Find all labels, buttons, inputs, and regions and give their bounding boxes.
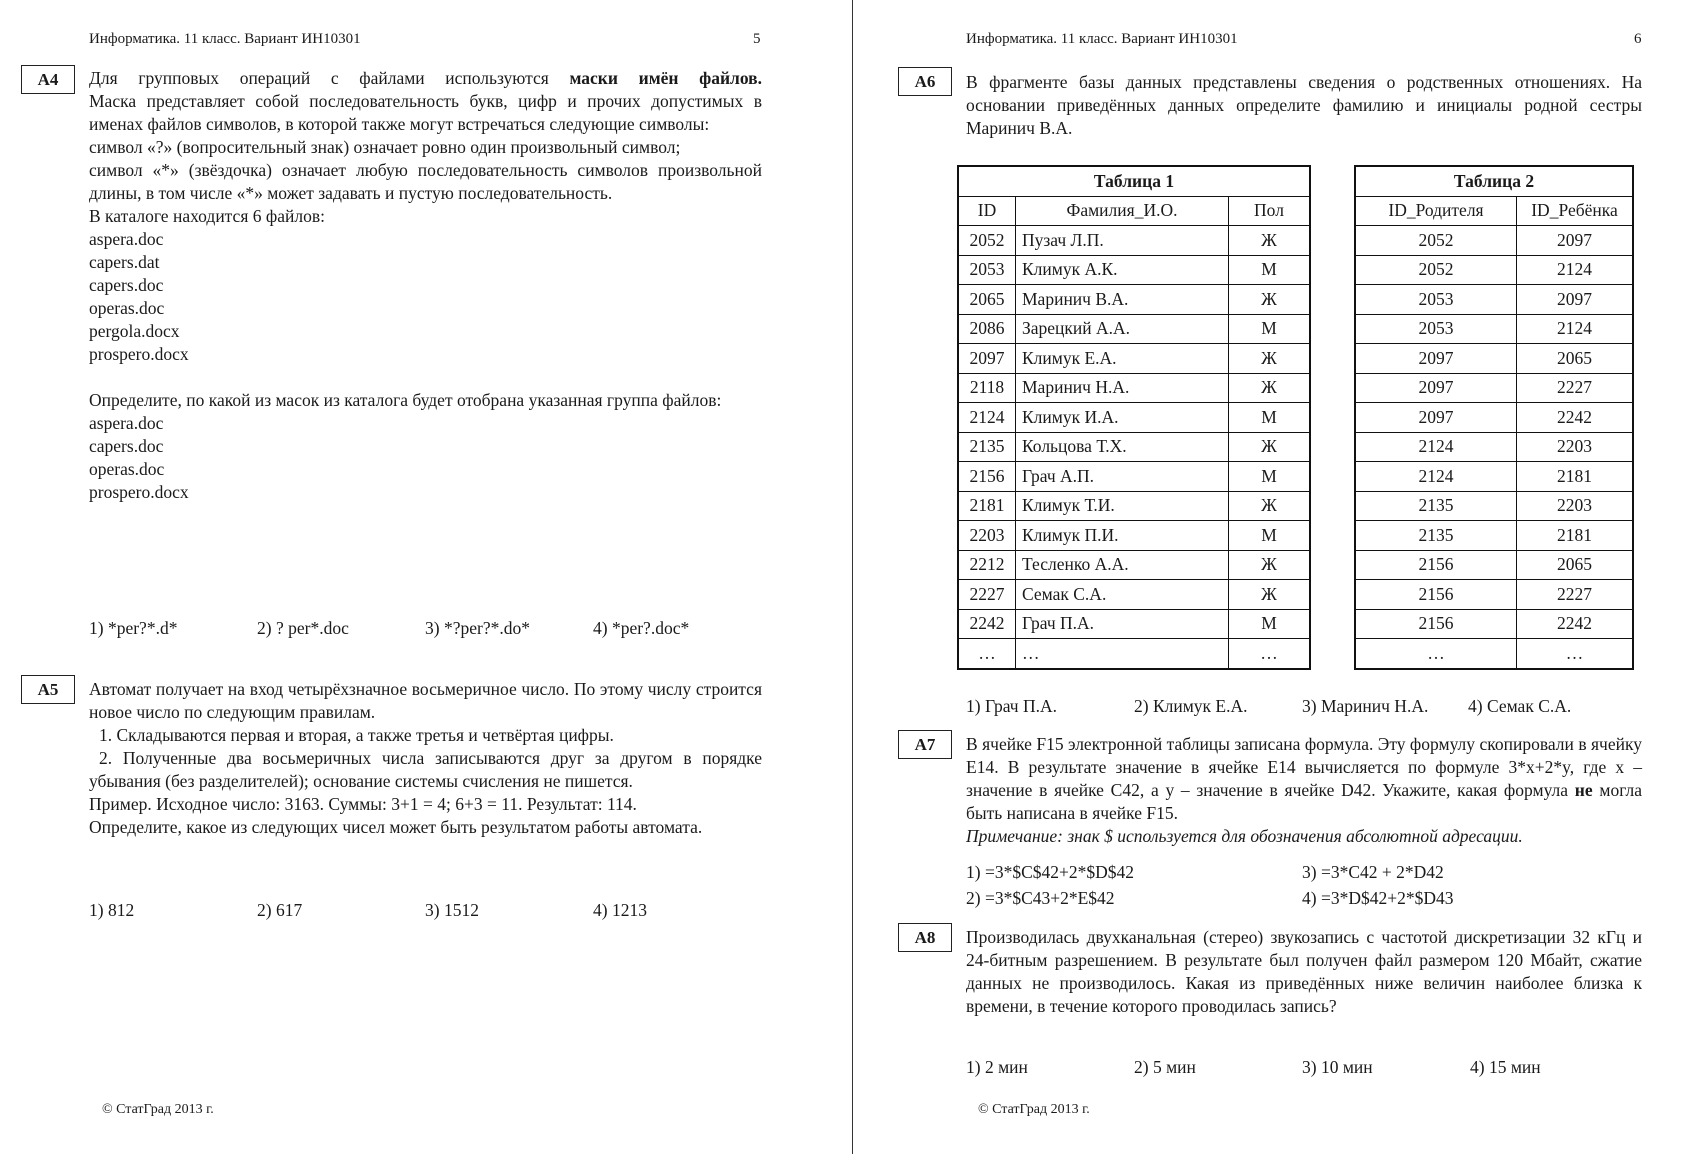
- column-header: Фамилия_И.О.: [1016, 196, 1229, 226]
- table-row: [1355, 609, 1633, 639]
- table-cell: 2097: [1355, 373, 1517, 403]
- table-row: [958, 226, 1310, 256]
- table-cell: 2124: [1517, 255, 1634, 285]
- a4-catalog-file-list: [89, 228, 762, 366]
- table-cell: Ж: [1229, 432, 1311, 462]
- question-label-a4: A4: [21, 65, 75, 94]
- table-row: [958, 580, 1310, 610]
- a7-note: Примечание: знак $ используется для обозначения абсолютной адресации.: [966, 826, 1523, 846]
- answer-option: 1) Грач П.А.: [966, 696, 1057, 716]
- table-cell: 2118: [958, 373, 1016, 403]
- table-cell: М: [1229, 255, 1311, 285]
- table-cell: 2086: [958, 314, 1016, 344]
- question-a4-text: [89, 67, 762, 504]
- table-row: [1355, 639, 1633, 669]
- a5-rule-2: 2. Полученные два восьмеричных числа записываются друг за другом в порядке убывания (без разделителей); основание системы счисления не пишется.: [89, 748, 762, 791]
- table-cell: 2052: [1355, 255, 1517, 285]
- table-cell: 2181: [1517, 521, 1634, 551]
- a8-options: [966, 1056, 1642, 1079]
- table-cell: М: [1229, 462, 1311, 492]
- table-row: [1355, 285, 1633, 315]
- table-cell: 2135: [958, 432, 1016, 462]
- table-cell: 2135: [1355, 521, 1517, 551]
- answer-option: 4) 15 мин: [1470, 1057, 1541, 1077]
- table-cell: …: [1517, 639, 1634, 669]
- column-header: Пол: [1229, 196, 1311, 226]
- table-cell: …: [1229, 639, 1311, 669]
- table-cell: М: [1229, 403, 1311, 433]
- answer-option: 1) *per?*.d*: [89, 618, 178, 638]
- table-cell: 2097: [1355, 344, 1517, 374]
- table-cell: 2181: [1517, 462, 1634, 492]
- table-cell: М: [1229, 314, 1311, 344]
- table-cell: Пузач Л.П.: [1016, 226, 1229, 256]
- table-cell: Климук Е.А.: [1016, 344, 1229, 374]
- selected-file: operas.doc: [89, 459, 165, 479]
- a4-intro-bold: маски имён файлов.: [569, 68, 762, 88]
- table-cell: М: [1229, 609, 1311, 639]
- table-cell: …: [1355, 639, 1517, 669]
- table-cell: 2242: [1517, 403, 1634, 433]
- table-cell: 2156: [1355, 550, 1517, 580]
- table-cell: 2065: [1517, 344, 1634, 374]
- table-relations: [1354, 165, 1634, 670]
- a6-options: [966, 695, 1642, 718]
- column-header: ID: [958, 196, 1016, 226]
- table-row: [1355, 255, 1633, 285]
- page-right: [853, 0, 1704, 1154]
- table-cell: Климук Т.И.: [1016, 491, 1229, 521]
- table-cell: 2097: [958, 344, 1016, 374]
- catalog-file: pergola.docx: [89, 321, 180, 341]
- page-number: 6: [1634, 31, 1642, 47]
- a4-selected-file-list: [89, 412, 762, 504]
- table-title: Таблица 2: [1355, 166, 1633, 196]
- a7-text-bold: не: [1574, 780, 1593, 800]
- table-cell: 2097: [1355, 403, 1517, 433]
- question-label-a8: A8: [898, 923, 952, 952]
- table-cell: 2242: [958, 609, 1016, 639]
- selected-file: aspera.doc: [89, 413, 164, 433]
- answer-option: 1) 2 мин: [966, 1057, 1028, 1077]
- table-row: [1355, 580, 1633, 610]
- a4-catalog-intro: В каталоге находится 6 файлов:: [89, 206, 325, 226]
- table-cell: 2053: [1355, 314, 1517, 344]
- answer-option: 3) *?per?*.do*: [425, 618, 530, 638]
- table-row: [958, 609, 1310, 639]
- table-cell: Кольцова Т.Х.: [1016, 432, 1229, 462]
- table-row: [958, 432, 1310, 462]
- table-cell: Грач А.П.: [1016, 462, 1229, 492]
- table-cell: 2242: [1517, 609, 1634, 639]
- answer-option: 4) 1213: [593, 900, 647, 920]
- table-cell: 2053: [1355, 285, 1517, 315]
- table-cell: Ж: [1229, 285, 1311, 315]
- table-row: [1355, 462, 1633, 492]
- catalog-file: capers.dat: [89, 252, 160, 272]
- table-row: [1355, 314, 1633, 344]
- table-row: [958, 491, 1310, 521]
- table-cell: 2156: [1355, 580, 1517, 610]
- table-cell: М: [1229, 521, 1311, 551]
- answer-option: 2) 617: [257, 900, 303, 920]
- table-cell: 2097: [1517, 226, 1634, 256]
- table-row: [1355, 403, 1633, 433]
- table-row: [1355, 226, 1633, 256]
- table-cell: 2156: [958, 462, 1016, 492]
- question-label-a5: A5: [21, 675, 75, 704]
- table-cell: 2097: [1517, 285, 1634, 315]
- table-row: [958, 639, 1310, 669]
- table-cell: Климук П.И.: [1016, 521, 1229, 551]
- column-header: ID_Родителя: [1355, 196, 1517, 226]
- page-number: 5: [753, 31, 761, 47]
- table-cell: Тесленко А.А.: [1016, 550, 1229, 580]
- question-a5-text: [89, 678, 762, 839]
- page-footer: © СтатГрад 2013 г.: [102, 1102, 214, 1117]
- question-label-a6: A6: [898, 67, 952, 96]
- table-cell: 2065: [958, 285, 1016, 315]
- a7-text-part2: могла быть написана в ячейке F15.: [966, 780, 1642, 823]
- a4-question: Определите, по какой из масок из каталога будет отобрана указанная группа файлов:: [89, 390, 722, 410]
- table-row: [958, 550, 1310, 580]
- table-row: [1355, 491, 1633, 521]
- table-row: [1355, 344, 1633, 374]
- table-cell: Маринич Н.А.: [1016, 373, 1229, 403]
- a5-example: Пример. Исходное число: 3163. Суммы: 3+1 = 4; 6+3 = 11. Результат: 114.: [89, 794, 637, 814]
- answer-option: 4) =3*D$42+2*$D43: [1302, 888, 1454, 908]
- table-cell: 2203: [1517, 491, 1634, 521]
- table-row: [1355, 521, 1633, 551]
- catalog-file: operas.doc: [89, 298, 165, 318]
- table-cell: 2227: [958, 580, 1016, 610]
- table-cell: …: [1016, 639, 1229, 669]
- table-cell: Ж: [1229, 550, 1311, 580]
- table-cell: Маринич В.А.: [1016, 285, 1229, 315]
- selected-file: prospero.docx: [89, 482, 189, 502]
- question-label-a7: A7: [898, 730, 952, 759]
- answer-option: 4) Семак С.А.: [1468, 696, 1572, 716]
- answer-option: 2) 5 мин: [1134, 1057, 1196, 1077]
- table-row: [958, 344, 1310, 374]
- table-row: [958, 373, 1310, 403]
- a5-question: Определите, какое из следующих чисел может быть результатом работы автомата.: [89, 817, 703, 837]
- a4-options: [89, 617, 762, 640]
- table-cell: Климук И.А.: [1016, 403, 1229, 433]
- table-row: [1355, 432, 1633, 462]
- table-cell: 2156: [1355, 609, 1517, 639]
- table-cell: …: [958, 639, 1016, 669]
- a5-intro: Автомат получает на вход четырёхзначное восьмеричное число. По этому числу строится новое число по следующим правилам.: [89, 679, 762, 722]
- question-a7-text: [966, 733, 1642, 848]
- table-cell: 2227: [1517, 373, 1634, 403]
- a7-text-part1: В ячейке F15 электронной таблицы записана формула. Эту формулу скопировали в ячейку E14. В результате значение в ячейке E14 вычисляется по формуле 3*x+2*y, где x – значение в ячейке C42, а y – значение в ячейке D42. Укажите, какая формула: [966, 734, 1642, 800]
- a4-question-mark-rule: символ «?» (вопросительный знак) означает ровно один произвольный символ;: [89, 137, 681, 157]
- table-cell: 2227: [1517, 580, 1634, 610]
- answer-option: 1) 812: [89, 900, 135, 920]
- table-cell: 2203: [1517, 432, 1634, 462]
- table-cell: Ж: [1229, 344, 1311, 374]
- a4-asterisk-rule: символ «*» (звёздочка) означает любую последовательность символов произвольной длины, в том числе «*» может задавать и пустую последовательность.: [89, 160, 762, 203]
- table-row: [958, 314, 1310, 344]
- answer-option: 2) Климук Е.А.: [1134, 696, 1248, 716]
- table-cell: Ж: [1229, 580, 1311, 610]
- question-a6-text: В фрагменте базы данных представлены сведения о родственных отношениях. На основании приведённых данных определите фамилию и инициалы родной сестры Маринич В.А.: [966, 72, 1642, 138]
- table-row: [958, 462, 1310, 492]
- table-cell: Грач П.А.: [1016, 609, 1229, 639]
- a4-mask-definition: Маска представляет собой последовательность букв, цифр и прочих допустимых в именах файлов символов, в которой также могут встречаться следующие символы:: [89, 91, 762, 134]
- table-title: Таблица 1: [958, 166, 1310, 196]
- answer-option: 3) Маринич Н.А.: [1302, 696, 1429, 716]
- table-cell: 2203: [958, 521, 1016, 551]
- table-cell: Ж: [1229, 373, 1311, 403]
- table-cell: 2052: [958, 226, 1016, 256]
- table-cell: 2135: [1355, 491, 1517, 521]
- a5-options: [89, 899, 762, 922]
- table-cell: 2053: [958, 255, 1016, 285]
- answer-option: 3) =3*C42 + 2*D42: [1302, 862, 1444, 882]
- table-cell: Ж: [1229, 491, 1311, 521]
- table-cell: 2124: [958, 403, 1016, 433]
- table-row: [958, 285, 1310, 315]
- table-row: [1355, 550, 1633, 580]
- table-persons-body: [958, 226, 1310, 669]
- table-row: [958, 521, 1310, 551]
- table-persons: [957, 165, 1311, 670]
- table-cell: 2052: [1355, 226, 1517, 256]
- table-cell: 2065: [1517, 550, 1634, 580]
- answer-option: 3) 10 мин: [1302, 1057, 1373, 1077]
- table-cell: Зарецкий А.А.: [1016, 314, 1229, 344]
- table-row: [1355, 373, 1633, 403]
- answer-option: 4) *per?.doc*: [593, 618, 690, 638]
- table-cell: 2212: [958, 550, 1016, 580]
- table-row: [958, 403, 1310, 433]
- question-a8-text: Производилась двухканальная (стерео) звукозапись с частотой дискретизации 32 кГц и 24-битным разрешением. В результате был получен файл размером 120 Мбайт, сжатие данных не производилось. Какая из приведённых ниже величин наиболее близка к времени, в течение которого проводилась запись?: [966, 927, 1642, 1016]
- a7-options: [966, 861, 1642, 911]
- table-cell: 2124: [1355, 432, 1517, 462]
- answer-option: 2) ? per*.doc: [257, 618, 349, 638]
- catalog-file: prospero.docx: [89, 344, 189, 364]
- table-relations-body: [1355, 226, 1633, 669]
- answer-option: 2) =3*$C43+2*E$42: [966, 888, 1115, 908]
- column-header: ID_Ребёнка: [1517, 196, 1634, 226]
- a5-rule-1: 1. Складываются первая и вторая, а также третья и четвёртая цифры.: [99, 725, 614, 745]
- selected-file: capers.doc: [89, 436, 164, 456]
- table-row: [958, 255, 1310, 285]
- answer-option: 1) =3*$C$42+2*$D$42: [966, 862, 1135, 882]
- table-cell: 2124: [1355, 462, 1517, 492]
- answer-option: 3) 1512: [425, 900, 479, 920]
- table-cell: Климук А.К.: [1016, 255, 1229, 285]
- table-cell: Ж: [1229, 226, 1311, 256]
- page-footer: © СтатГрад 2013 г.: [978, 1102, 1090, 1117]
- page-header: Информатика. 11 класс. Вариант ИН10301: [966, 31, 1238, 47]
- page-header: Информатика. 11 класс. Вариант ИН10301: [89, 31, 361, 47]
- catalog-file: capers.doc: [89, 275, 164, 295]
- a4-intro: Для групповых операций с файлами используются: [89, 68, 570, 88]
- table-cell: 2181: [958, 491, 1016, 521]
- table-cell: Семак С.А.: [1016, 580, 1229, 610]
- catalog-file: aspera.doc: [89, 229, 164, 249]
- table-cell: 2124: [1517, 314, 1634, 344]
